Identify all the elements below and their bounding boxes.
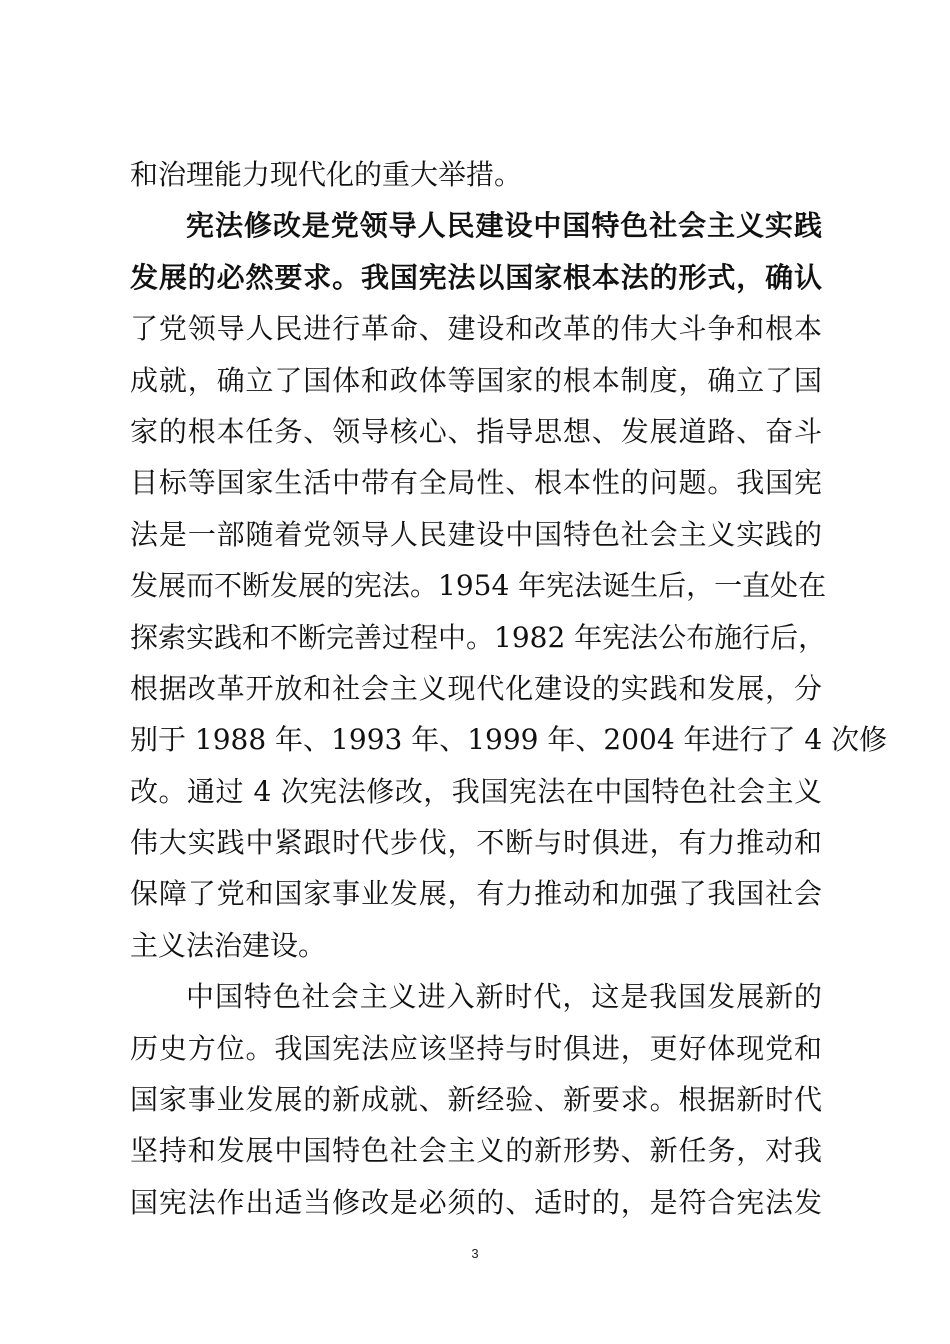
document-body	[130, 149, 888, 1228]
paragraph-2-line-1	[130, 252, 822, 303]
paragraph-2-line-8: 探索实践和不断完善过程中。1982 年宪法公布施行后，	[130, 620, 827, 654]
paragraph-2-lead: 宪法修改是党领导人民建设中国特色社会主义实践	[186, 209, 822, 243]
paragraph-2-line-13: 保障了党和国家事业发展，有力推动和加强了我国社会	[130, 877, 822, 911]
paragraph-2-line-12: 伟大实践中紧跟时代步伐，不断与时俱进，有力推动和	[130, 826, 822, 860]
paragraph-2-line-6: 法是一部随着党领导人民建设中国特色社会主义实践的	[130, 517, 822, 551]
paragraph-2-line-10: 别于 1988 年、1993 年、1999 年、2004 年进行了 4 次修	[130, 723, 888, 757]
paragraph-2-line-3: 成就，确立了国体和政体等国家的根本制度，确立了国	[130, 363, 822, 397]
paragraph-2-line-4: 家的根本任务、领导核心、指导思想、发展道路、奋斗	[130, 414, 822, 448]
paragraph-2-line-9: 根据改革开放和社会主义现代化建设的实践和发展，分	[130, 671, 822, 705]
paragraph-2-line-2: 了党领导人民进行革命、建设和改革的伟大斗争和根本	[130, 312, 822, 346]
paragraph-2-line-1-text: 发展的必然要求。我国宪法以国家根本法的形式，确认	[130, 260, 822, 294]
paragraph-3-line-4: 国宪法作出适当修改是必须的、适时的，是符合宪法发	[130, 1185, 822, 1219]
paragraph-2-line-11: 改。通过 4 次宪法修改，我国宪法在中国特色社会主义	[130, 774, 822, 808]
paragraph-2-line-7: 发展而不断发展的宪法。1954 年宪法诞生后，一直处在	[130, 569, 827, 603]
paragraph-3-line-3: 坚持和发展中国特色社会主义的新形势、新任务，对我	[130, 1134, 822, 1168]
paragraph-3-line-1: 历史方位。我国宪法应该坚持与时俱进，更好体现党和	[130, 1031, 822, 1065]
paragraph-2-line-14: 主义法治建设。	[130, 928, 327, 962]
page-number: 3	[471, 1246, 479, 1261]
paragraph-3-lead: 中国特色社会主义进入新时代，这是我国发展新的	[186, 980, 822, 1014]
paragraph-1-line-1: 和治理能力现代化的重大举措。	[130, 158, 523, 191]
paragraph-3-line-2: 国家事业发展的新成就、新经验、新要求。根据新时代	[130, 1083, 822, 1117]
paragraph-2-line-5: 目标等国家生活中带有全局性、根本性的问题。我国宪	[130, 466, 822, 500]
